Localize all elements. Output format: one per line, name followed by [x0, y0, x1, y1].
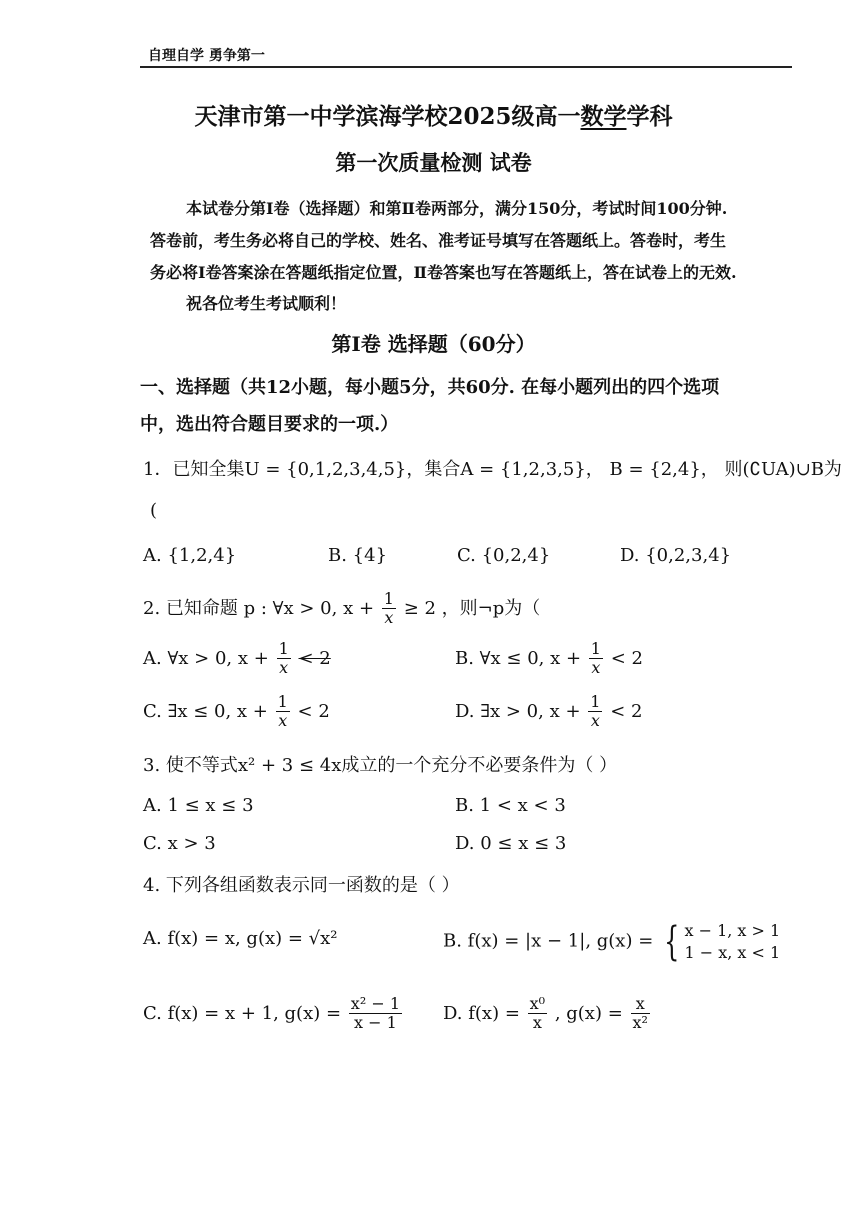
question-1-option-a: A. {1,2,4}	[143, 545, 237, 566]
question-4-option-b: B. f(x) = |x − 1|, g(x) = { x − 1, x > 1 1 − x, x < 1	[443, 918, 781, 965]
question-2-stem-suffix: ≥ 2 ，则¬p为（	[403, 597, 541, 619]
instruction-line-3: 务必将Ⅰ卷答案涂在答题纸指定位置，Ⅱ卷答案也写在答题纸上，答在试卷上的无效.	[150, 263, 737, 282]
exam-subtitle: 第一次质量检测 试卷	[335, 150, 532, 175]
question-3-option-c: C. x > 3	[143, 833, 216, 854]
question-3-stem: 3. 使不等式x² + 3 ≤ 4x成立的一个充分不必要条件为（ ）	[143, 755, 618, 776]
section-title: 第Ⅰ卷 选择题（60分）	[331, 332, 536, 356]
instruction-line-4: 祝各位考生考试顺利！	[186, 294, 347, 313]
exam-title	[0, 98, 867, 131]
instruction-line-2: 答卷前，考生务必将自己的学校、姓名、准考证号填写在答题纸上。答卷时，考生	[150, 231, 727, 250]
question-1-option-d: D. {0,2,3,4}	[620, 545, 732, 566]
question-2-stem-prefix: 2. 已知命题 p : ∀x > 0, x +	[143, 597, 375, 619]
question-3-option-b: B. 1 < x < 3	[455, 795, 566, 816]
header-rule	[140, 66, 792, 68]
question-4-option-a: A. f(x) = x, g(x) = √x²	[143, 928, 338, 949]
part-heading-line-1: 一、选择题（共12小题，每小题5分，共60分. 在每小题列出的四个选项	[140, 377, 720, 398]
question-3-option-d: D. 0 ≤ x ≤ 3	[455, 833, 567, 854]
question-2-option-c: C. ∃x ≤ 0, x + $\frac{1}{x}$ < 2	[143, 692, 330, 731]
instruction-line-1: 本试卷分第Ⅰ卷（选择题）和第Ⅱ卷两部分，满分150分，考试时间100分钟.	[186, 199, 728, 218]
question-1-stem-cont: (	[150, 500, 158, 521]
part-heading-line-2: 中，选出符合题目要求的一项.）	[140, 414, 399, 435]
question-4-stem: 4. 下列各组函数表示同一函数的是（ ）	[143, 875, 460, 896]
question-4-option-c: C. f(x) = x + 1, g(x) = $\frac{\text{x² − 1}}{x - 1}$	[143, 994, 400, 1033]
exam-subject: 数学	[580, 103, 627, 130]
question-4-option-d: D. f(x) = $\frac{\text{x⁰}}{x}$ , g(x) = $\frac{x}{\text{x²}}$	[443, 994, 648, 1033]
exam-title-prefix: 天津市第一中学滨海学校2025级高一	[194, 103, 581, 130]
header-motto: 自理自学 勇争第一	[148, 48, 265, 64]
question-2-option-d: D. ∃x > 0, x + $\frac{1}{x}$ < 2	[455, 692, 643, 731]
exam-title-suffix: 学科	[626, 103, 673, 130]
question-1-stem: 1．已知全集U = {0,1,2,3,4,5}，集合A = {1,2,3,5}， B = {2,4}， 则(∁UA)∪B为	[143, 459, 842, 480]
question-1-option-b: B. {4}	[328, 545, 388, 566]
question-2-option-b: B. ∀x ≤ 0, x + $\frac{1}{x}$ < 2	[455, 639, 643, 678]
question-2-fraction: $\frac{1}{x}$	[383, 589, 394, 628]
question-3-option-a: A. 1 ≤ x ≤ 3	[143, 795, 254, 816]
question-2-option-a: A. ∀x > 0, x + $\frac{1}{x}$ < 2	[143, 639, 331, 678]
question-1-option-c: C. {0,2,4}	[457, 545, 551, 566]
question-2-stem	[143, 590, 540, 628]
